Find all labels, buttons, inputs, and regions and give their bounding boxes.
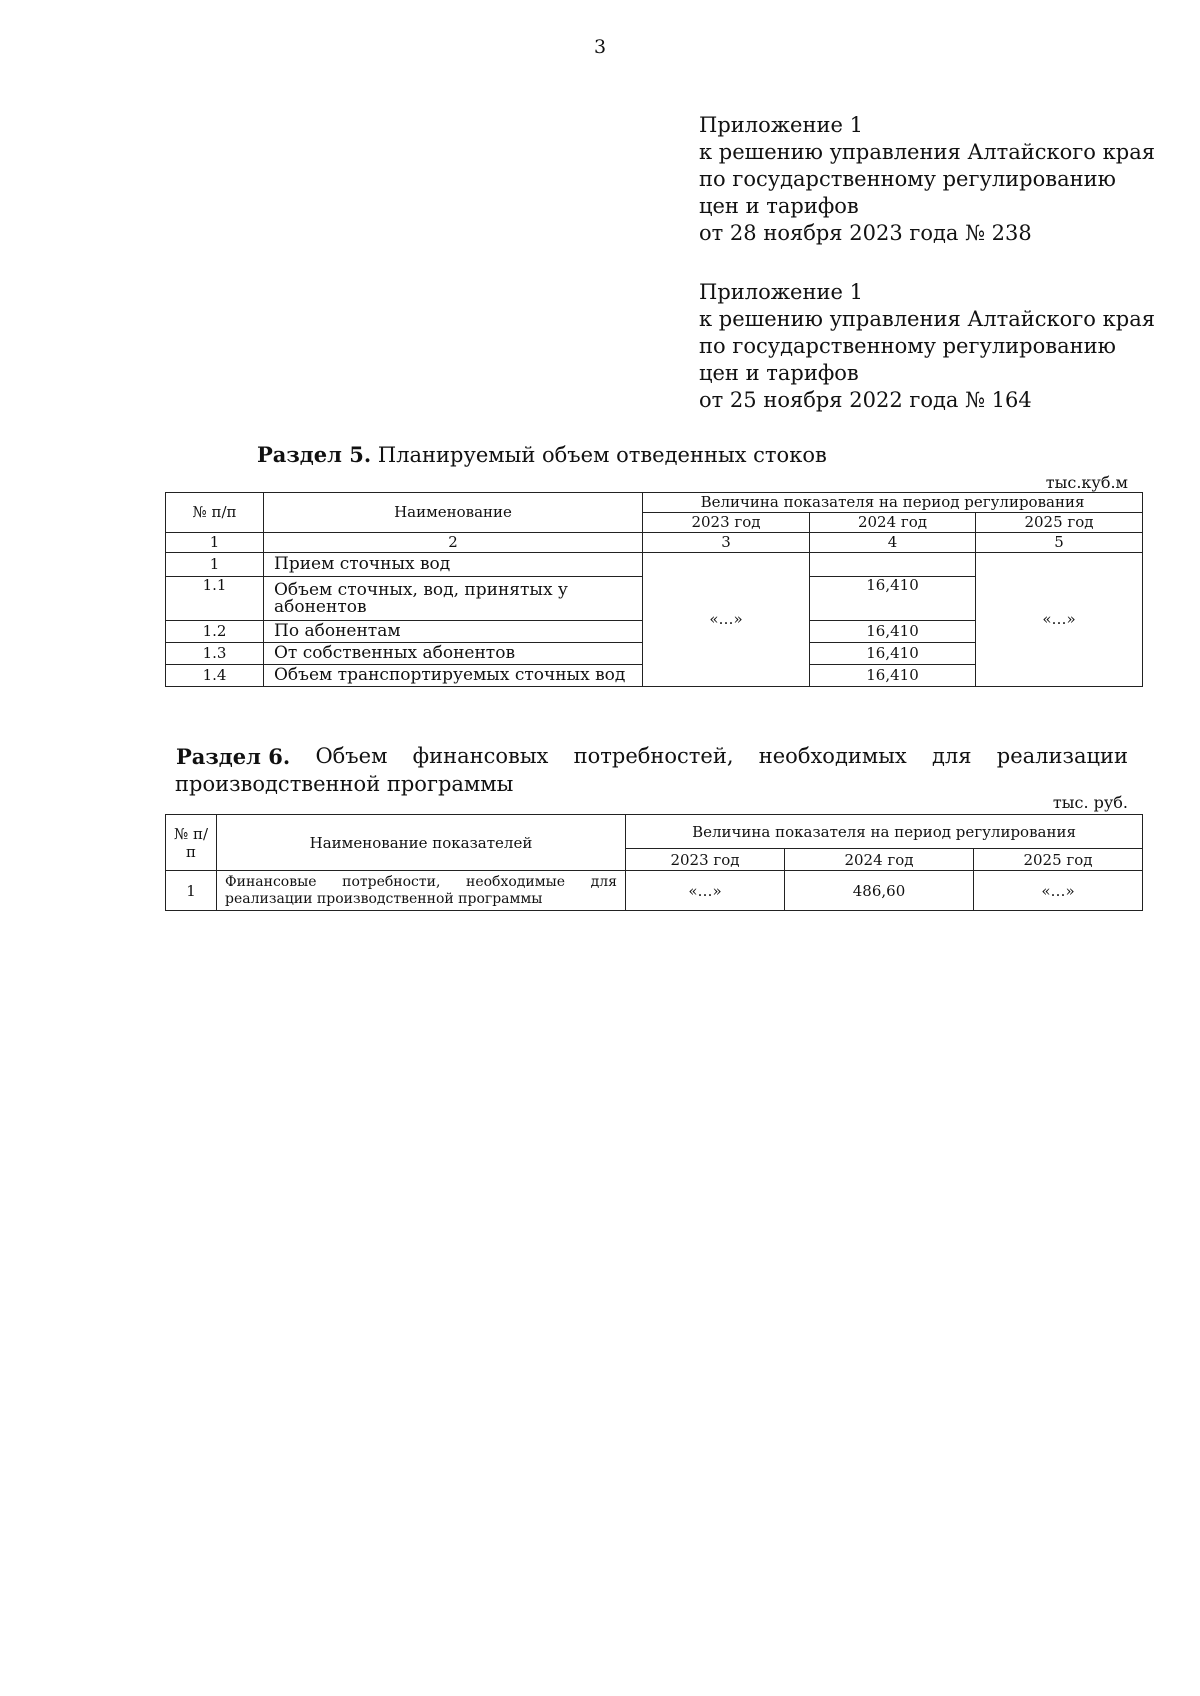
section6-title	[176, 743, 1128, 798]
table-row	[166, 871, 1143, 911]
section6-title-word: необходимых	[758, 744, 907, 768]
header-year-2024: 2024 год	[785, 849, 974, 871]
row-num: 1	[166, 553, 264, 577]
row-value-2024: 16,410	[810, 577, 976, 621]
column-number: 1	[166, 533, 264, 553]
section5-title	[257, 441, 827, 469]
row-name: Объем сточных, вод, принятых у абонентов	[264, 577, 643, 621]
header-name: Наименование показателей	[217, 815, 626, 871]
header-name: Наименование	[264, 493, 643, 533]
value-2023-merged: «…»	[643, 553, 810, 687]
annex-title: Приложение 1	[699, 280, 863, 304]
header-period: Величина показателя на период регулирования	[626, 815, 1143, 849]
row-name: От собственных абонентов	[264, 643, 643, 665]
section6-title-word: для	[932, 744, 972, 768]
row-value-2024: 16,410	[810, 621, 976, 643]
section5-label: Раздел 5.	[257, 442, 372, 467]
annex-line: к решению управления Алтайского края	[699, 140, 1155, 164]
row-num: 1.1	[166, 577, 264, 621]
header-year-2025: 2025 год	[974, 849, 1143, 871]
section6-table	[165, 814, 1143, 911]
row-num: 1	[166, 871, 217, 911]
column-number: 2	[264, 533, 643, 553]
section5-unit: тыс.куб.м	[1045, 473, 1128, 492]
annex-line: по государственному регулированию	[699, 167, 1116, 191]
section6-title-word: потребностей,	[573, 744, 734, 768]
row-name: Финансовые потребности, необходимые для реализации производственной программы	[217, 871, 626, 911]
annex-date: от 25 ноября 2022 года № 164	[699, 388, 1032, 412]
table-row	[166, 553, 1143, 577]
section6-title-word: Объем	[315, 744, 388, 768]
annex-line: по государственному регулированию	[699, 334, 1116, 358]
header-year-2025: 2025 год	[976, 513, 1143, 533]
annex-title: Приложение 1	[699, 113, 863, 137]
annex-line: к решению управления Алтайского края	[699, 307, 1155, 331]
annex-date: от 28 ноября 2023 года № 238	[699, 221, 1032, 245]
row-value-2024: 16,410	[810, 643, 976, 665]
section6-title-word: реализации	[996, 744, 1128, 768]
header-year-2024: 2024 год	[810, 513, 976, 533]
header-num: № п/п	[166, 815, 217, 871]
page-number: 3	[593, 36, 607, 58]
header-num: № п/п	[166, 493, 264, 533]
header-period: Величина показателя на период регулирования	[643, 493, 1143, 513]
row-name: Прием сточных вод	[264, 553, 643, 577]
row-num: 1.2	[166, 621, 264, 643]
column-number: 3	[643, 533, 810, 553]
header-year-2023: 2023 год	[626, 849, 785, 871]
section6-title-word: финансовых	[412, 744, 549, 768]
column-number: 4	[810, 533, 976, 553]
annex-line: цен и тарифов	[699, 194, 859, 218]
section5-table	[165, 492, 1143, 687]
value-2025-merged: «…»	[976, 553, 1143, 687]
row-value-2024: 16,410	[810, 665, 976, 687]
column-number: 5	[976, 533, 1143, 553]
section6-label: Раздел 6.	[176, 744, 291, 769]
section6-unit: тыс. руб.	[1052, 793, 1128, 812]
annex-previous-header	[699, 279, 1155, 414]
row-value-2025: «…»	[974, 871, 1143, 911]
section6-title-line2: производственной программы	[175, 772, 514, 796]
annex-current-header	[699, 112, 1155, 247]
row-num: 1.4	[166, 665, 264, 687]
row-value-2024: 486,60	[785, 871, 974, 911]
header-year-2023: 2023 год	[643, 513, 810, 533]
annex-line: цен и тарифов	[699, 361, 859, 385]
row-value-2023: «…»	[626, 871, 785, 911]
row-num: 1.3	[166, 643, 264, 665]
column-number-row	[166, 533, 1143, 553]
row-name: По абонентам	[264, 621, 643, 643]
section5-title-text: Планируемый объем отведенных стоков	[371, 443, 827, 467]
row-name: Объем транспортируемых сточных вод	[264, 665, 643, 687]
row-value-2024	[810, 553, 976, 577]
